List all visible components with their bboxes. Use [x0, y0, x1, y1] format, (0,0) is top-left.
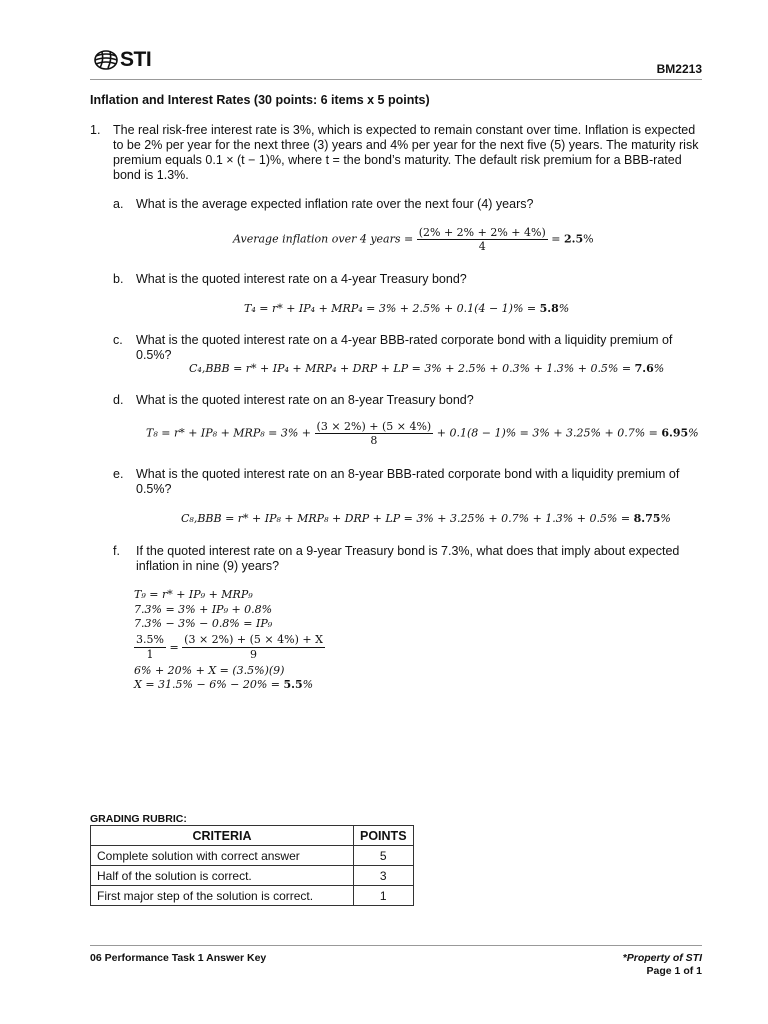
fraction: [182, 633, 325, 663]
column-header-points: POINTS: [354, 826, 414, 846]
question-b-equation: [244, 302, 569, 315]
answer: 5.8: [539, 302, 559, 315]
rubric-title: GRADING RUBRIC:: [90, 813, 187, 825]
header-divider: [90, 79, 702, 80]
globe-icon: [93, 49, 119, 71]
question-line: inflation in nine (9) years?: [136, 559, 280, 573]
table-row: [91, 886, 414, 906]
percent-sign: %: [583, 232, 594, 246]
percent-sign: %: [558, 302, 570, 315]
denominator: 8: [370, 434, 378, 447]
points-cell: 3: [354, 866, 414, 886]
answer: 5.5: [283, 678, 303, 691]
eq-rhs: + 0.1(8 − 1)% = 3% + 3.25% + 0.7% =: [436, 426, 662, 440]
criteria-cell: Complete solution with correct answer: [91, 846, 354, 866]
question-line: If the quoted interest rate on a 9-year Treasury bond is 7.3%, what does that imply about expected: [136, 544, 680, 558]
sti-logo: [93, 48, 151, 72]
question-f-text: [136, 544, 703, 574]
problem-line: bond is 1.3%.: [113, 168, 189, 182]
eq-body: T₄ = r* + IP₄ + MRP₄ = 3% + 2.5% + 0.1(4 − 1)% =: [244, 302, 540, 315]
work-line: 6% + 20% + X = (3.5%)(9): [134, 663, 285, 677]
problem-line: to be 2% per year for the next three (3) years and 4% per year for the next five (5) years. The maturity risk: [113, 138, 699, 152]
question-f-work: [134, 588, 325, 693]
work-line: T₉ = r* + IP₉ + MRP₉: [134, 588, 253, 601]
percent-sign: %: [688, 426, 699, 440]
fraction: [417, 226, 548, 253]
denominator: 9: [250, 648, 258, 661]
eq-lhs: Average inflation over 4 years =: [233, 232, 414, 246]
question-e-text: [136, 467, 703, 497]
question-line: 0.5%?: [136, 482, 172, 496]
question-e-letter: e.: [113, 467, 124, 481]
fraction: [315, 420, 434, 447]
logo-text: STI: [120, 48, 152, 71]
question-c-text: What is the quoted interest rate on a 4-year BBB-rated corporate bond with a liquidity premium of 0.5%?: [136, 333, 673, 362]
question-e-equation: [181, 512, 671, 525]
table-row: [91, 846, 414, 866]
percent-sign: %: [302, 678, 314, 691]
column-header-criteria: CRITERIA: [91, 826, 354, 846]
eq-body: C₈,BBB = r* + IP₈ + MRP₈ + DRP + LP = 3% + 3.25% + 0.7% + 1.3% + 0.5% =: [181, 512, 634, 525]
footer-right: [623, 952, 702, 978]
eq-body: C₄,BBB = r* + IP₄ + MRP₄ + DRP + LP = 3% + 2.5% + 0.3% + 1.3% + 0.5% =: [189, 362, 635, 375]
work-line: 7.3% − 3% − 0.8% = IP₉: [134, 617, 273, 630]
points-cell: 5: [354, 846, 414, 866]
question-c-equation: [189, 362, 664, 375]
page-number: Page 1 of 1: [646, 965, 702, 977]
question-line: What is the quoted interest rate on an 8-year BBB-rated corporate bond with a liquidity premium of: [136, 467, 680, 481]
answer: 2.5: [563, 232, 584, 246]
work-line-final: [134, 678, 325, 693]
question-a-letter: a.: [113, 197, 124, 211]
criteria-cell: First major step of the solution is correct.: [91, 886, 354, 906]
question-d-equation: [146, 420, 699, 447]
question-b-letter: b.: [113, 272, 124, 286]
problem-number: 1.: [90, 123, 101, 137]
criteria-cell: Half of the solution is correct.: [91, 866, 354, 886]
table-row: [91, 866, 414, 886]
numerator: 3.5%: [134, 633, 166, 649]
work-line: 7.3% = 3% + IP₉ + 0.8%: [134, 602, 273, 616]
rubric-table: [90, 825, 414, 906]
answer: 7.6: [634, 362, 654, 375]
fraction-equation: $\frac{3.5\%}{1}$ = $\frac{(3 \times 2\%) + (5 \times 4\%) + X}{9}$: [136, 632, 323, 661]
fraction: [134, 633, 166, 663]
percent-sign: %: [660, 512, 671, 525]
table-header-row: [91, 826, 414, 846]
problem-line: premium equals 0.1 × (t − 1)%, where t = the bond’s maturity. The default risk premium for a BBB-rated: [113, 153, 682, 167]
property-notice: *Property of STI: [622, 952, 702, 964]
points-cell: 1: [354, 886, 414, 906]
question-d-text: What is the quoted interest rate on an 8-year Treasury bond?: [136, 393, 474, 407]
page-title: Inflation and Interest Rates (30 points: 6 items x 5 points): [90, 93, 430, 107]
problem-statement: [113, 123, 703, 183]
eq-lhs: T₈ = r* + IP₈ + MRP₈ = 3% +: [146, 426, 312, 440]
eq-body: X = 31.5% − 6% − 20% =: [134, 678, 284, 691]
numerator: (3 × 2%) + (5 × 4%): [316, 420, 432, 433]
answer: 8.75: [633, 512, 661, 525]
denominator: 1: [146, 648, 154, 661]
percent-sign: %: [653, 362, 665, 375]
eq-rhs: =: [551, 232, 564, 246]
footer-divider: [90, 945, 702, 946]
denominator: 4: [478, 240, 486, 253]
problem-line: The real risk-free interest rate is 3%, which is expected to remain constant over time. Inflation is expected: [113, 123, 696, 137]
numerator: (3 × 2%) + (5 × 4%) + X: [182, 633, 325, 649]
question-b-text: What is the quoted interest rate on a 4-year Treasury bond?: [136, 272, 467, 286]
question-d-letter: d.: [113, 393, 124, 407]
footer-document-title: 06 Performance Task 1 Answer Key: [90, 952, 267, 964]
question-f-letter: f.: [113, 544, 120, 558]
numerator: (2% + 2% + 2% + 4%): [418, 226, 546, 239]
question-a-text: What is the average expected inflation rate over the next four (4) years?: [136, 197, 534, 211]
question-c-letter: c.: [113, 333, 123, 347]
document-code: BM2213: [656, 62, 702, 76]
answer: 6.95: [661, 426, 689, 440]
question-a-equation: [233, 226, 594, 253]
